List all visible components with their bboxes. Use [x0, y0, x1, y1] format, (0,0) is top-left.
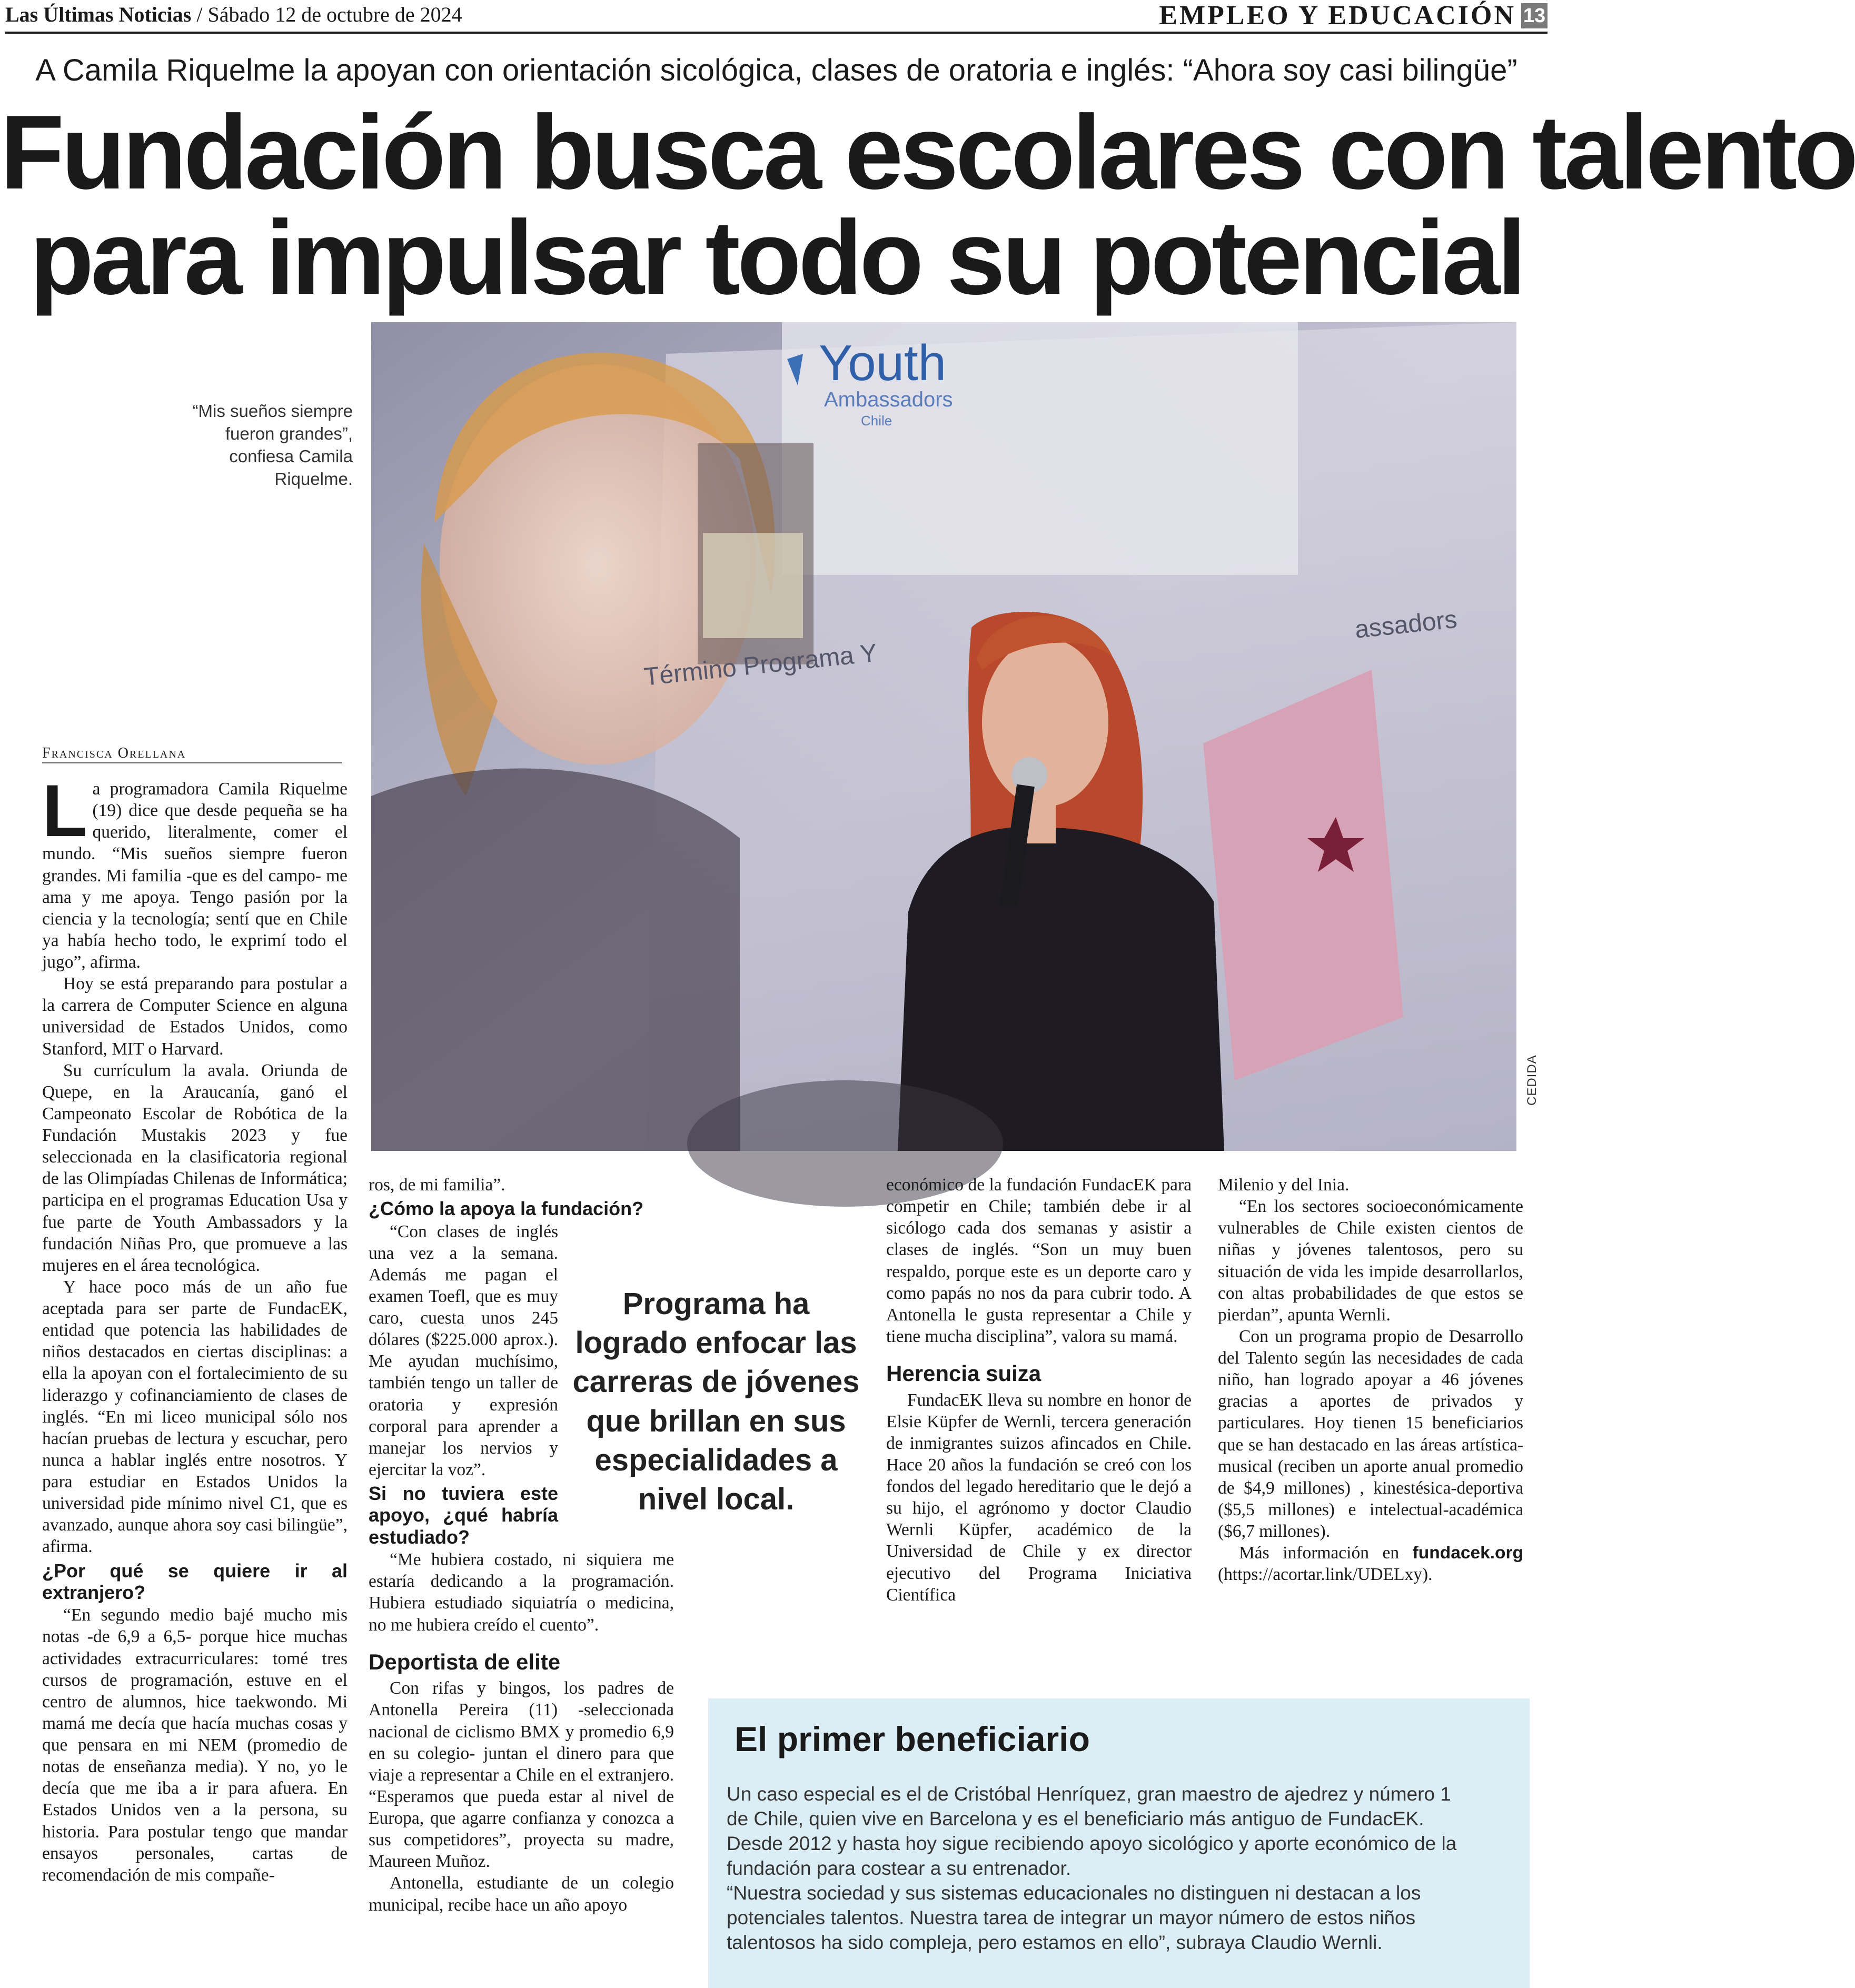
paragraph: “Nuestra sociedad y sus sistemas educacionales no distinguen ni destacan a los potenciales talentos. Nuestra tarea de integrar un mayor número de estos niños talentosos ha sido compleja, pero estamos en ello”, subraya Claudio Wernli.	[727, 1882, 1421, 1953]
banner-ambassadors-text: Ambassadors	[824, 388, 953, 411]
drop-cap: L	[42, 769, 87, 852]
paragraph: Milenio y del Inia.	[1218, 1175, 1350, 1195]
paragraph-text: a programadora Camila Riquelme (19) dice que desde pequeña se ha querido, literalmente, comer el mundo. “Mis sueños siempre fueron grandes. Mi familia -que es del campo- me ama y me apoya. Tengo pasión por la ciencia y la tecnología; sentí que en Chile ya había hecho todo, le exprimí todo el jugo”, afirma.	[42, 779, 348, 972]
paragraph	[42, 769, 348, 973]
paragraph: económico de la fundación FundacEK para competir en Chile; también debe ir al sicólogo cada dos semanas y asistir a clases de inglés. “Son un muy buen respaldo, porque este es un deporte caro y como papás no nos da para cubrir todo. A Antonella le gusta representar a Chile y tiene mucha disciplina”, valora su mamá.	[886, 1175, 1192, 1346]
article-column-1	[42, 769, 348, 1886]
paragraph: Hoy se está preparando para postular a la carrera de Computer Science en alguna universidad de Estados Unidos, como Stanford, MIT o Harvard.	[42, 974, 348, 1059]
photo-caption: “Mis sueños siempre fueron grandes”, confiesa Camila Riquelme.	[192, 401, 353, 489]
paragraph: Su currículum la avala. Oriunda de Quepe, en la Araucanía, ganó el Campeonato Escolar de Robótica de la Fundación Mustakis 2023 y fue seleccionada en la clasificatoria regional de las Olimpíadas Chilenas de Informática; participa en el programas Education Usa y fue parte de Youth Ambassadors y la fundación Niñas Pro, que promueve a las mujeres en el área tecnológica.	[42, 1060, 348, 1275]
photo-illustration	[371, 322, 1516, 1151]
paragraph: Antonella, estudiante de un colegio municipal, recibe hace un año apoyo	[369, 1873, 674, 1915]
paragraph: Y hace poco más de un año fue aceptada para ser parte de FundacEK, entidad que potencia las habilidades de niños destacados en ciertas disciplinas: a ella la apoyan con el fortalecimiento de su liderazgo y cofinanciamiento de clases de inglés. “En mi liceo municipal sólo nos hacían pruebas de lectura y escuchar, pero nunca a hablar inglés entre nosotros. Y para estudiar en Estados Unidos la universidad pide mínimo nivel C1, que es avanzado, aunque ahora soy casi bilingüe”, afirma.	[42, 1277, 348, 1557]
banner-chile-text: Chile	[861, 413, 892, 429]
byline: Francisca Orellana	[42, 745, 186, 761]
headline	[0, 94, 1855, 316]
page-number: 13	[1521, 3, 1548, 28]
article-column-4	[1218, 1174, 1523, 1585]
section-name: EMPLEO Y EDUCACIÓN	[1159, 1, 1516, 31]
header-separator: /	[196, 3, 203, 26]
paragraph: ros, de mi familia”.	[369, 1175, 505, 1195]
screen-text: Término Programa Y	[642, 639, 879, 691]
pull-quote: Programa ha logrado enfocar las carreras de jóvenes que brillan en sus especialidades a nivel local.	[572, 1287, 860, 1517]
subheading: Herencia suiza	[886, 1361, 1041, 1386]
masthead-line	[5, 2, 462, 27]
interview-question: ¿Por qué se quiere ir al extranjero?	[42, 1559, 348, 1603]
paragraph: Con rifas y bingos, los padres de Antonella Pereira (11) -seleccionada nacional de ciclismo BMX y promedio 6,9 en su colegio- juntan el dinero para que viaje a representar a Chile en el extranjero. “Esperamos que pueda estar al nivel de Europa, que agarre confianza y conozca a sus competidores”, proyecta su madre, Maureen Muñoz.	[369, 1678, 674, 1872]
subheading: Deportista de elite	[369, 1649, 561, 1674]
interview-question: Si no tuviera este apoyo, ¿qué habría estudiado?	[369, 1483, 558, 1548]
main-photo	[371, 322, 1516, 1151]
screen-text-2: assadors	[1353, 605, 1459, 644]
paragraph: “En segundo medio bajé mucho mis notas -de 6,9 a 6,5- porque hice muchas actividades extracurriculares: tomé tres cursos de programación, estuve en el centro de alumnos, hice taekwondo. Mi mamá me decía que hacía muchas cosas y que pensara en mi NEM (promedio de notas de enseñanza media). Y no, yo le decía que me iba a ir para afuera. En Estados Unidos ven a la persona, su historia. Para postular tengo que mandar ensayos personales, cartas de recomendación de mis compañe-	[42, 1605, 348, 1885]
header-rule	[5, 32, 1548, 34]
paragraph: FundacEK lleva su nombre en honor de Elsie Küpfer de Wernli, tercera generación de inmigrantes suizos afincados en Chile. Hace 20 años la fundación se creó con los fondos del legado hereditario que le dejó a su hijo, el agrónomo y doctor Claudio Wernli Küpfer, académico de la Universidad de Chile y ex director ejecutivo del Programa Iniciativa Científica	[886, 1390, 1192, 1605]
paragraph	[1218, 1542, 1523, 1585]
article-column-3	[886, 1174, 1192, 1606]
sidebar-box-title: El primer beneficiario	[735, 1719, 1090, 1758]
paragraph: Un caso especial es el de Cristóbal Henríquez, gran maestro de ajedrez y número 1 de Chile, quien vive en Barcelona y es el beneficiario más antiguo de FundacEK. Desde 2012 y hasta hoy sigue recibiendo apoyo sicológico y aporte económico de la fundación para costear a su entrenador.	[727, 1783, 1457, 1879]
website-link[interactable]: fundacek.org	[1412, 1543, 1523, 1563]
paragraph: “Con clases de inglés una vez a la semana. Además me pagan el examen Toefl, que es muy caro, cuesta unos 245 dólares ($225.000 aprox.). Me ayudan muchísimo, también tengo un taller de oratoria y expresión corporal para aprender a manejar los nervios y ejercitar la voz”.	[369, 1221, 558, 1479]
paragraph: Con un programa propio de Desarrollo del Talento según las necesidades de cada niño, han logrado apoyar a 46 jóvenes gracias a aportes de privados y particulares. Hoy tienen 15 beneficiarios que se han destacado en las áreas artística-musical (reciben un aporte anual promedio de $4,9 millones) , kinestésica-deportiva ($5,5 millones) e intelectual-académica ($6,7 millones).	[1218, 1326, 1523, 1541]
interview-question: ¿Cómo la apoya la fundación?	[369, 1198, 644, 1220]
headline-line-1: Fundación busca escolares con talento	[0, 94, 1855, 211]
sidebar-box-text	[727, 1782, 1464, 1955]
banner-youth-text: Youth	[819, 335, 947, 391]
byline-rule	[42, 762, 342, 763]
paper-name: Las Últimas Noticias	[5, 3, 192, 26]
paragraph-text: (https://acortar.link/UDELxy).	[1218, 1565, 1433, 1585]
paragraph-text: Más información en	[1239, 1543, 1413, 1563]
kicker: A Camila Riquelme la apoyan con orientación sicológica, clases de oratoria e inglés: “Ahora soy casi bilingüe”	[35, 53, 1517, 87]
paragraph: “En los sectores socioeconómicamente vulnerables de Chile existen cientos de niñas y jóvenes talentosos, pero su situación de vida les impide desarrollarlos, con altas probabilidades de que estos se pierdan”, apunta Wernli.	[1218, 1197, 1523, 1325]
photo-credit: CEDIDA	[1525, 1055, 1539, 1106]
headline-line-2: para impulsar todo su potencial	[29, 199, 1523, 316]
issue-date: Sábado 12 de octubre de 2024	[207, 3, 462, 26]
paragraph: “Me hubiera costado, ni siquiera me estaría dedicando a la programación. Hubiera estudiado siquiatría o medicina, no me hubiera creído el cuento”.	[369, 1550, 674, 1635]
